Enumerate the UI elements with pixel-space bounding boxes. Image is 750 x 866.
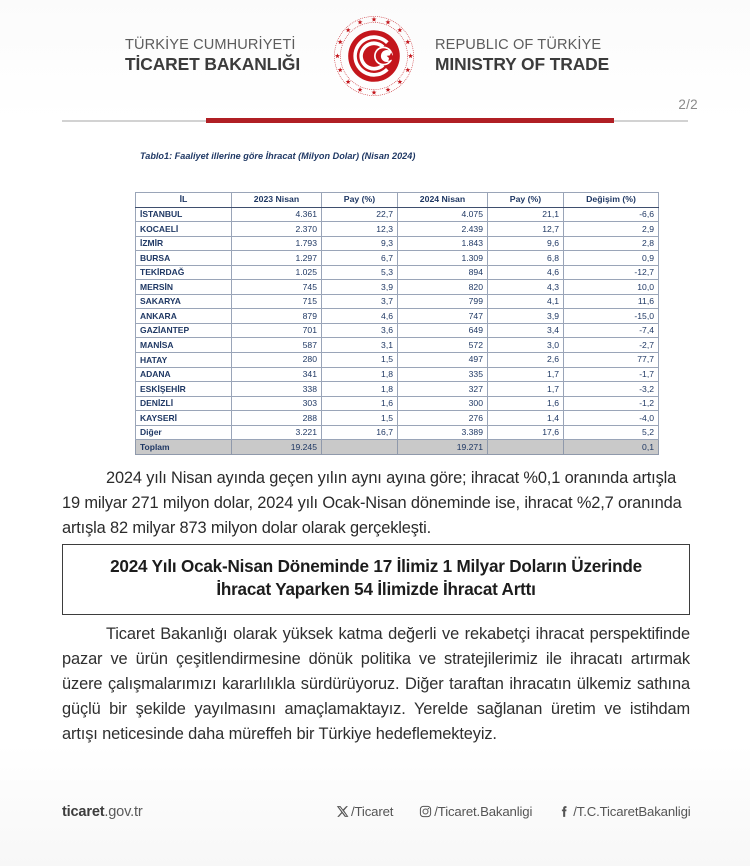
social-link-instagram[interactable] <box>419 804 532 819</box>
table-cell-value: 3,4 <box>488 323 564 338</box>
website-link[interactable] <box>62 804 142 820</box>
table-cell-value: 1,5 <box>322 353 398 368</box>
brand-block <box>125 13 625 99</box>
table-cell-value: 4.361 <box>232 207 322 222</box>
table-cell-value: 0,1 <box>564 440 659 455</box>
table-cell-province: DENİZLİ <box>136 396 232 411</box>
table-cell-value: 22,7 <box>322 207 398 222</box>
table-cell-value: -7,4 <box>564 323 659 338</box>
table-cell-value <box>322 440 398 455</box>
table-cell-province: HATAY <box>136 353 232 368</box>
table-col-header-5: Değişim (%) <box>564 193 659 208</box>
table-cell-value: 9,3 <box>322 236 398 251</box>
table-cell-province: ANKARA <box>136 309 232 324</box>
table-cell-value: 572 <box>398 338 488 353</box>
table-cell-value: 1,4 <box>488 411 564 426</box>
x-twitter-icon <box>336 805 349 818</box>
table-cell-value: 3,6 <box>322 323 398 338</box>
instagram-icon <box>419 805 432 818</box>
table-cell-province: BURSA <box>136 251 232 266</box>
headline-text: 2024 Yılı Ocak-Nisan Döneminde 17 İlimiz 1 Milyar Doların Üzerinde İhracat Yaparken 54 İlimizde İhracat Arttı <box>110 557 642 599</box>
table-row <box>136 323 659 338</box>
table-row <box>136 265 659 280</box>
table-cell-value: 5,2 <box>564 425 659 440</box>
table-cell-value: 338 <box>232 382 322 397</box>
table-cell-value: 497 <box>398 353 488 368</box>
divider-red-accent <box>206 118 614 123</box>
table-cell-value: 649 <box>398 323 488 338</box>
table-cell-value: 1,7 <box>488 382 564 397</box>
table-cell-value: 2.370 <box>232 222 322 237</box>
table-cell-value: 341 <box>232 367 322 382</box>
table-header-row <box>136 193 659 208</box>
headline-callout-box <box>62 544 690 615</box>
social-link-facebook[interactable] <box>558 804 690 819</box>
facebook-icon <box>558 805 571 818</box>
table-total-row <box>136 440 659 455</box>
table-cell-value: 745 <box>232 280 322 295</box>
table-cell-value: 12,7 <box>488 222 564 237</box>
social-links <box>336 804 691 819</box>
table-cell-value: 3,7 <box>322 294 398 309</box>
table-cell-value: 2.439 <box>398 222 488 237</box>
table-cell-value: 3,9 <box>488 309 564 324</box>
website-bold-part: ticaret <box>62 804 105 820</box>
table-cell-province: KAYSERİ <box>136 411 232 426</box>
table-row <box>136 353 659 368</box>
table-cell-province: SAKARYA <box>136 294 232 309</box>
table-cell-value: 799 <box>398 294 488 309</box>
table-cell-value: -2,7 <box>564 338 659 353</box>
table-row <box>136 338 659 353</box>
table-cell-value: 276 <box>398 411 488 426</box>
table-cell-value: -1,2 <box>564 396 659 411</box>
body-paragraph: Ticaret Bakanlığı olarak yüksek katma değerli ve rekabetçi ihracat perspektifinde pazar ve ürün çeşitlendirmesine dönük politika ve stratejilerimiz ile ihracatı artırmak üzere çalışmalarımızı kararlılıkla sürdürüyoruz. Diğer taraftan ihracatın ülkemiz sathına güçlü bir şekilde yayılmasını amaçlamaktayız. Yerelde sağlanan üretim ve istihdam artışı neticesinde daha müreffeh bir Türkiye hedeflemekteyiz. <box>62 625 690 744</box>
table-cell-value: 1,5 <box>322 411 398 426</box>
table-row <box>136 280 659 295</box>
table-row <box>136 222 659 237</box>
table-cell-value: 1.025 <box>232 265 322 280</box>
table-cell-value: 280 <box>232 353 322 368</box>
table-cell-value: 4.075 <box>398 207 488 222</box>
intro-paragraph: 2024 yılı Nisan ayında geçen yılın aynı ayına göre; ihracat %0,1 oranında artışla 19 milyar 271 milyon dolar, 2024 yılı Ocak-Nisan döneminde ise, ihracat %2,7 oranında artışla 82 milyar 873 milyon dolar olarak gerçekleşti. <box>62 469 682 537</box>
table-cell-value: 1.297 <box>232 251 322 266</box>
table-cell-value: 1.793 <box>232 236 322 251</box>
table-cell-value: -1,7 <box>564 367 659 382</box>
table-row <box>136 396 659 411</box>
table-cell-value: 2,9 <box>564 222 659 237</box>
table-cell-value: 3,1 <box>322 338 398 353</box>
table-cell-value: 2,8 <box>564 236 659 251</box>
table-row <box>136 425 659 440</box>
table-cell-value: 587 <box>232 338 322 353</box>
social-handle-facebook: /T.C.TicaretBakanligi <box>573 804 691 819</box>
table-row <box>136 236 659 251</box>
table-cell-value: 303 <box>232 396 322 411</box>
table-cell-value <box>488 440 564 455</box>
table-cell-province: TEKİRDAĞ <box>136 265 232 280</box>
table-cell-value: 16,7 <box>322 425 398 440</box>
table-cell-value: 77,7 <box>564 353 659 368</box>
table-cell-province: İSTANBUL <box>136 207 232 222</box>
table-cell-value: 19.245 <box>232 440 322 455</box>
table-cell-value: 701 <box>232 323 322 338</box>
social-link-x[interactable] <box>336 804 393 819</box>
table-cell-value: 300 <box>398 396 488 411</box>
table-row <box>136 309 659 324</box>
table-cell-value: 1,8 <box>322 382 398 397</box>
social-handle-instagram: /Ticaret.Bakanligi <box>434 804 533 819</box>
table-col-header-3: 2024 Nisan <box>398 193 488 208</box>
table-cell-value: 1.843 <box>398 236 488 251</box>
table-cell-value: 327 <box>398 382 488 397</box>
table-cell-value: 19.271 <box>398 440 488 455</box>
table-cell-value: 0,9 <box>564 251 659 266</box>
brand-ministry-tr: TİCARET BAKANLIĞI <box>125 54 301 75</box>
table-cell-value: 9,6 <box>488 236 564 251</box>
table-cell-value: 10,0 <box>564 280 659 295</box>
table-cell-value: 4,3 <box>488 280 564 295</box>
table-cell-value: -4,0 <box>564 411 659 426</box>
brand-text-english <box>435 37 625 74</box>
table-row <box>136 382 659 397</box>
table-row <box>136 251 659 266</box>
website-rest-part: .gov.tr <box>104 804 143 820</box>
table-col-header-1: 2023 Nisan <box>232 193 322 208</box>
table-cell-province: ESKİŞEHİR <box>136 382 232 397</box>
table-caption: Tablo1: Faaliyet illerine göre İhracat (Milyon Dolar) (Nisan 2024) <box>140 151 416 161</box>
table-cell-value: 5,3 <box>322 265 398 280</box>
table-cell-value: 4,6 <box>488 265 564 280</box>
table-cell-value: 12,3 <box>322 222 398 237</box>
table-row <box>136 411 659 426</box>
table-cell-province: Toplam <box>136 440 232 455</box>
table-cell-value: 4,1 <box>488 294 564 309</box>
table-col-header-4: Pay (%) <box>488 193 564 208</box>
table-row <box>136 367 659 382</box>
table-cell-province: İZMİR <box>136 236 232 251</box>
table-cell-province: MERSİN <box>136 280 232 295</box>
table-cell-value: 288 <box>232 411 322 426</box>
table-cell-value: 2,6 <box>488 353 564 368</box>
table-cell-value: 715 <box>232 294 322 309</box>
table-cell-value: 1,8 <box>322 367 398 382</box>
brand-text-turkish <box>125 37 313 74</box>
masthead <box>0 0 750 112</box>
table-cell-province: Diğer <box>136 425 232 440</box>
page-footer <box>0 780 750 866</box>
table-col-header-0: İL <box>136 193 232 208</box>
social-handle-x: /Ticaret <box>351 804 394 819</box>
table-cell-value: 1.309 <box>398 251 488 266</box>
table-cell-province: MANİSA <box>136 338 232 353</box>
table-cell-value: -15,0 <box>564 309 659 324</box>
brand-republic-tr: TÜRKİYE CUMHURİYETİ <box>125 37 296 54</box>
table-cell-value: 3,0 <box>488 338 564 353</box>
table-cell-value: 1,7 <box>488 367 564 382</box>
brand-republic-en: REPUBLIC OF TÜRKİYE <box>435 37 602 54</box>
table-cell-value: 6,8 <box>488 251 564 266</box>
table-cell-value: 6,7 <box>322 251 398 266</box>
table-cell-value: 21,1 <box>488 207 564 222</box>
table-cell-province: ADANA <box>136 367 232 382</box>
table-cell-value: 4,6 <box>322 309 398 324</box>
table-cell-value: 3,9 <box>322 280 398 295</box>
table-cell-value: -6,6 <box>564 207 659 222</box>
table-row <box>136 207 659 222</box>
brand-ministry-en: MINISTRY OF TRADE <box>435 54 610 75</box>
table-cell-value: 747 <box>398 309 488 324</box>
table-cell-value: 1,6 <box>488 396 564 411</box>
table-cell-province: GAZİANTEP <box>136 323 232 338</box>
table-cell-value: 894 <box>398 265 488 280</box>
table-cell-value: -12,7 <box>564 265 659 280</box>
table-cell-value: 1,6 <box>322 396 398 411</box>
export-by-province-table <box>135 192 659 455</box>
table-cell-value: 3.221 <box>232 425 322 440</box>
table-cell-value: 335 <box>398 367 488 382</box>
table-col-header-2: Pay (%) <box>322 193 398 208</box>
table-cell-value: 3.389 <box>398 425 488 440</box>
table-cell-value: 17,6 <box>488 425 564 440</box>
table-cell-value: 820 <box>398 280 488 295</box>
table-cell-value: 879 <box>232 309 322 324</box>
table-body <box>136 207 659 454</box>
table-cell-value: 11,6 <box>564 294 659 309</box>
page-number: 2/2 <box>678 97 698 112</box>
turkish-ministry-of-trade-emblem-icon <box>331 13 417 99</box>
header-divider <box>62 118 688 124</box>
table-cell-province: KOCAELİ <box>136 222 232 237</box>
table-row <box>136 294 659 309</box>
table-cell-value: -3,2 <box>564 382 659 397</box>
